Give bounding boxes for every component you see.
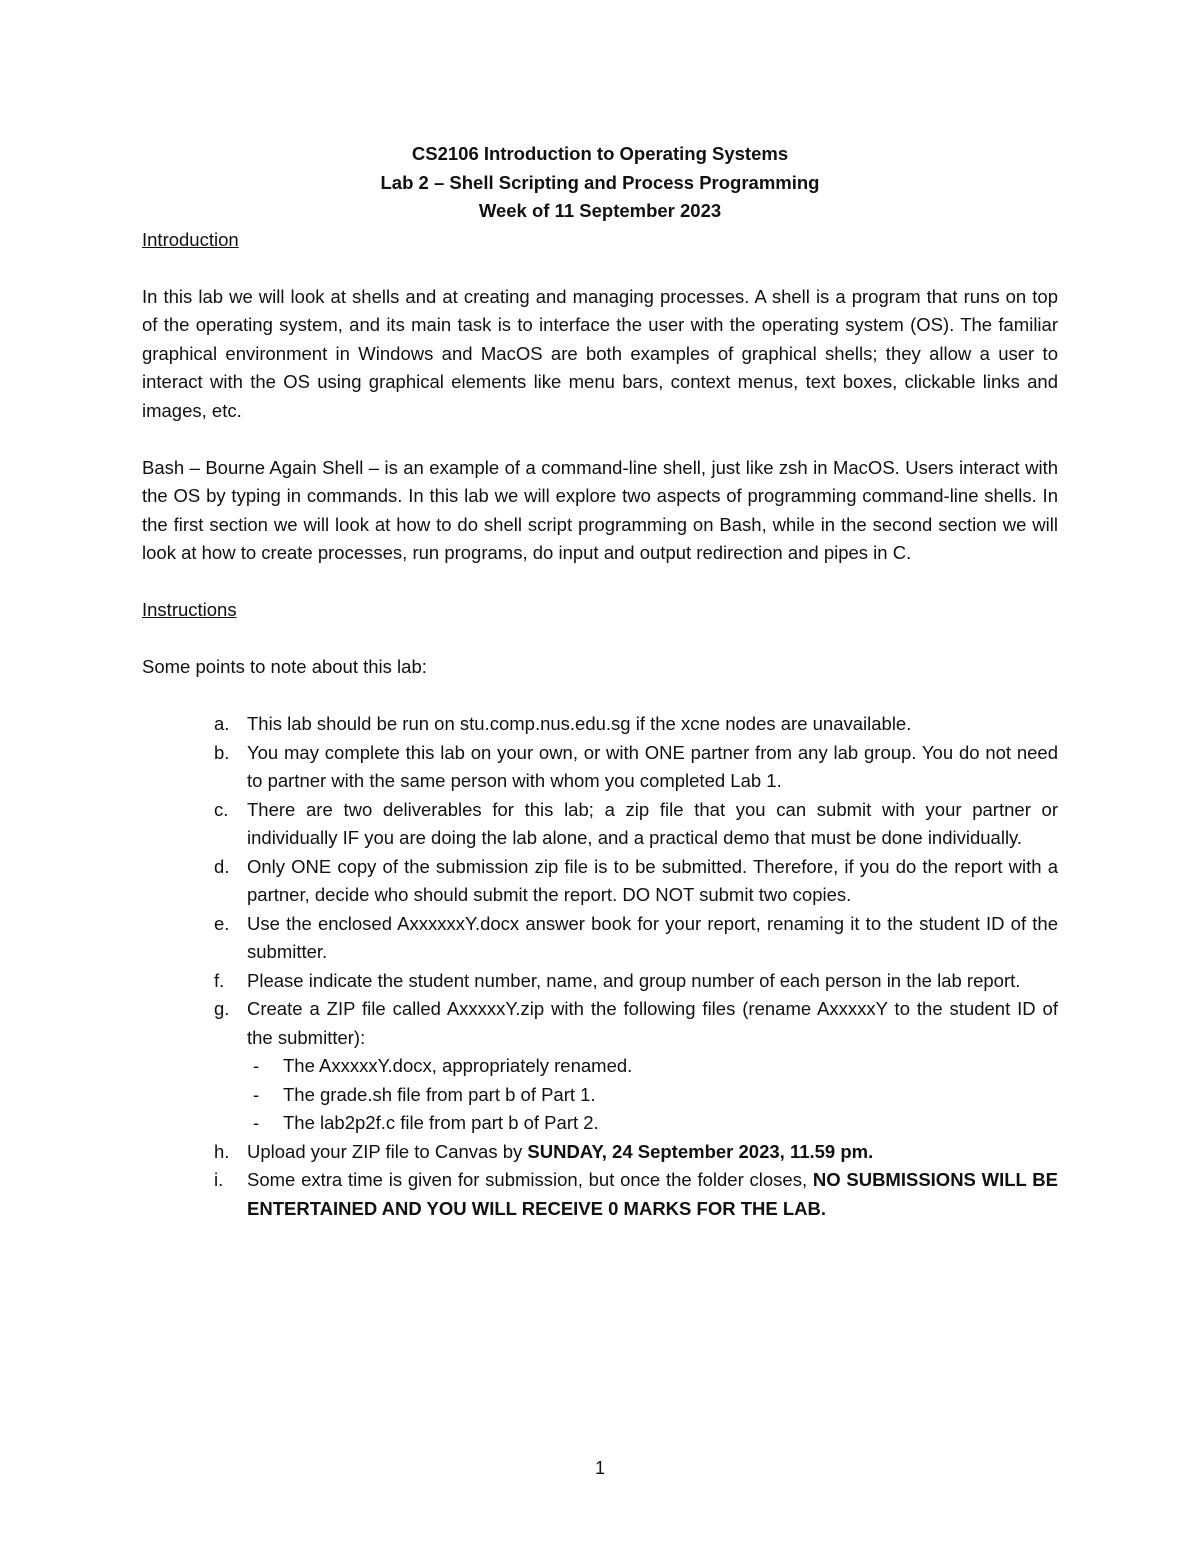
list-item [142, 1138, 1058, 1167]
list-item-text: Create a ZIP file called AxxxxxY.zip with the following files (rename AxxxxxY to the student ID of the submitter): [247, 998, 1058, 1048]
zip-contents-list [247, 1052, 1058, 1138]
list-marker: g. [214, 998, 230, 1019]
instructions-intro: Some points to note about this lab: [142, 656, 427, 677]
zip-contents-text: The grade.sh file from part b of Part 1. [283, 1083, 596, 1105]
list-item [142, 1166, 1058, 1223]
dash-marker: - [253, 1055, 260, 1076]
course-title: CS2106 Introduction to Operating Systems [411, 143, 789, 164]
document-title-block [142, 140, 1058, 226]
list-item [142, 967, 1058, 996]
list-marker: f. [214, 969, 225, 991]
zip-contents-text: The AxxxxxY.docx, appropriately renamed. [283, 1055, 633, 1076]
list-item-text: Please indicate the student number, name, and group number of each person in the lab report. [247, 969, 1021, 991]
introduction-paragraph-1: In this lab we will look at shells and at creating and managing processes. A shell is a program that runs on top of the operating system, and its main task is to interface the user with the operating system (OS). The familiar graphical environment in Windows and MacOS are both examples of graphical shells; they allow a user to interact with the OS using graphical elements like menu bars, context menus, text boxes, clickable links and images, etc. [142, 285, 1058, 421]
introduction-heading: Introduction [142, 228, 239, 250]
list-marker: d. [214, 855, 230, 877]
list-item [142, 710, 1058, 739]
list-marker: e. [214, 912, 230, 934]
list-item-text: There are two deliverables for this lab; a zip file that you can submit with your partner or individually IF you are doing the lab alone, and a practical demo that must be done individually. [247, 798, 1058, 848]
list-item [142, 995, 1058, 1138]
deadline-text: SUNDAY, 24 September 2023, 11.59 pm. [527, 1140, 874, 1162]
list-marker: a. [214, 713, 230, 734]
list-item-text: Use the enclosed AxxxxxxY.docx answer book for your report, renaming it to the student ID of the submitter. [247, 912, 1058, 962]
list-item-text: Only ONE copy of the submission zip file is to be submitted. Therefore, if you do the report with a partner, decide who should submit the report. DO NOT submit two copies. [247, 855, 1058, 905]
warning-text: NO SUBMISSIONS WILL BE ENTERTAINED AND YOU WILL RECEIVE 0 MARKS FOR THE LAB. [247, 1169, 1058, 1219]
zip-contents-item [247, 1109, 1058, 1138]
introduction-paragraph-2: Bash – Bourne Again Shell – is an example of a command-line shell, just like zsh in MacOS. Users interact with the OS by typing in commands. In this lab we will explore two aspects of programming command-line shells. In the first section we will look at how to do shell script programming on Bash, while in the second section we will look at how to create processes, run programs, do input and output redirection and pipes in C. [142, 456, 1058, 563]
instructions-heading: Instructions [142, 599, 237, 620]
zip-contents-text: The lab2p2f.c file from part b of Part 2. [283, 1112, 599, 1133]
list-marker: i. [214, 1169, 224, 1190]
lab-week: Week of 11 September 2023 [478, 200, 722, 221]
instructions-list [142, 710, 1058, 1223]
list-item [142, 910, 1058, 967]
zip-contents-item [247, 1081, 1058, 1110]
list-item-text: You may complete this lab on your own, or with ONE partner from any lab group. You do not need to partner with the same person with whom you completed Lab 1. [247, 741, 1058, 791]
list-item-text: This lab should be run on stu.comp.nus.edu.sg if the xcne nodes are unavailable. [247, 713, 912, 734]
list-marker: c. [214, 798, 229, 820]
lab-title: Lab 2 – Shell Scripting and Process Programming [380, 171, 820, 193]
page-number: 1 [594, 1458, 605, 1478]
list-item [142, 853, 1058, 910]
zip-contents-item [247, 1052, 1058, 1081]
list-marker: h. [214, 1140, 230, 1162]
list-item [142, 796, 1058, 853]
list-item-text: Upload your ZIP file to Canvas by [247, 1140, 528, 1162]
list-item [142, 739, 1058, 796]
document-page [142, 140, 1058, 1223]
dash-marker: - [253, 1112, 260, 1133]
dash-marker: - [253, 1083, 260, 1105]
list-marker: b. [214, 741, 230, 763]
list-item-text: Some extra time is given for submission, but once the folder closes, [247, 1169, 813, 1190]
